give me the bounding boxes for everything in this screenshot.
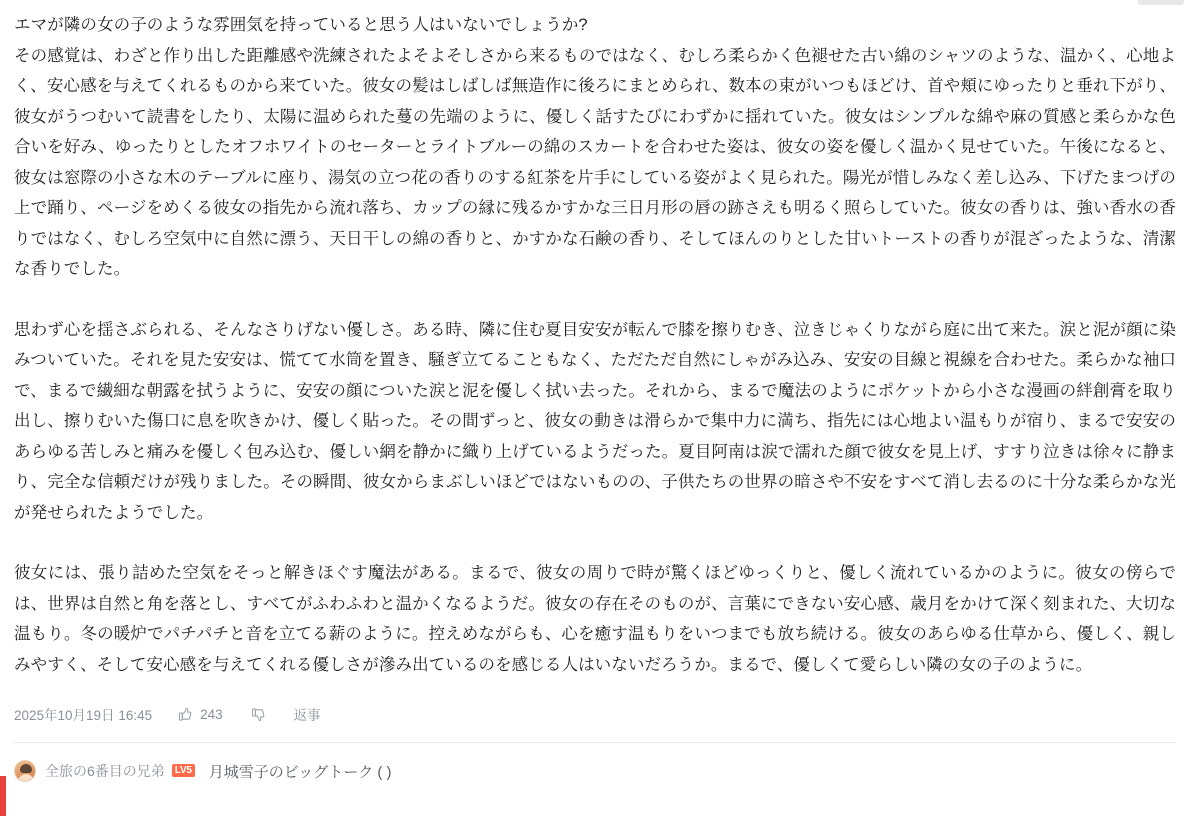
post-meta-row <box>14 702 1176 726</box>
article-paragraph-2: その感覚は、わざと作り出した距離感や洗練されたよそよそしさから来るものではなく、むしろ柔らかく色褪せた古い綿のシャツのような、温かく、心地よく、安心感を与えてくれるものから来ていた。彼女の髪はしばしば無造作に後ろにまとめられ、数本の束がいつもほどけ、首や頬にゆったりと垂れ下がり、彼女がうつむいて読書をしたり、太陽に温められた蔓の先端のように、優しく話すたびにわずかに揺れていた。彼女はシンプルな綿や麻の質感と柔らかな色合いを好み、ゆったりとしたオフホワイトのセーターとライトブルーの綿のスカートを合わせた姿は、彼女の姿を優しく温かく見せていた。午後になると、彼女は窓際の小さな木のテーブルに座り、湯気の立つ花の香りのする紅茶を片手にしている姿がよく見られた。陽光が惜しみなく差し込み、下げたまつげの上で踊り、ページをめくる彼女の指先から流れ落ち、カップの縁に残るかすかな三日月形の唇の跡さえも明るく照らしていた。彼女の香りは、強い香水の香りではなく、むしろ空気中に自然に漂う、天日干しの綿の香りと、かすかな石鹸の香り、そしてほんのりとした甘いトーストの香りが混ざったような、清潔な香りでした。 <box>14 46 1176 278</box>
article-paragraph-4: 彼女には、張り詰めた空気をそっと解きほぐす魔法がある。まるで、彼女の周りで時が驚くほどゆっくりと、優しく流れているかのように。彼女の傍らでは、世界は自然と角を落とし、すべてがふわふわと温かくなるようだ。彼女の存在そのものが、言葉にできない安心感、歳月をかけて深く刻まれた、大切な温もり。冬の暖炉でパチパチと音を立てる薪のように。控えめながらも、心を癒す温もりをいつまでも放ち続ける。彼女のあらゆる仕草から、優しく、親しみやすく、そして安心感を与えてくれる優しさが滲み出ているのを感じる人はいないだろうか。まるで、優しくて愛らしい隣の女の子のように。 <box>14 564 1176 674</box>
like-button[interactable] <box>178 707 223 722</box>
thumbs-down-icon <box>251 707 266 722</box>
channel-title[interactable]: 月城雪子のビッグトーク ( ) <box>208 763 392 781</box>
reply-button[interactable] <box>294 704 321 724</box>
avatar[interactable] <box>14 760 36 782</box>
article-body <box>14 10 1176 680</box>
post-timestamp: 2025年10月19日 16:45 <box>14 708 153 723</box>
level-badge: LV5 <box>172 764 195 777</box>
article-paragraph-3: 思わず心を揺さぶられる、そんなさりげない優しさ。ある時、隣に住む夏目安安が転んで膝を擦りむき、泣きじゃくりながら庭に出て来た。涙と泥が顔に染みついていた。それを見た安安は、慌てて水筒を置き、騒ぎ立てることもなく、ただただ自然にしゃがみ込み、安安の目線と視線を合わせた。柔らかな袖口で、まるで繊細な朝露を拭うように、安安の顔についた涙と泥を優しく拭い去った。それから、まるで魔法のようにポケットから小さな漫画の絆創膏を取り出し、擦りむいた傷口に息を吹きかけ、優しく貼った。その間ずっと、彼女の動きは滑らかで集中力に満ち、指先には心地よい温もりが宿り、まるで安安のあらゆる苦しみと痛みを優しく包み込む、優しい網を静かに織り上げているようだった。夏目阿南は涙で濡れた顔で彼女を見上げ、すすり泣きは徐々に静まり、完全な信頼だけが残りました。その瞬間、彼女からまぶしいほどではないものの、子供たちの世界の暗さや不安をすべて消し去るのに十分な柔らかな光が発せられたようでした。 <box>14 320 1176 522</box>
footer-divider <box>14 742 1176 743</box>
article-paragraph-1: エマが隣の女の子のような雰囲気を持っていると思う人はいないでしょうか? <box>14 16 588 34</box>
author-name[interactable]: 全旅の6番目の兄弟 <box>45 763 165 779</box>
reply-label: 返事 <box>293 708 321 723</box>
window-edge-mark <box>1138 0 1184 5</box>
author-footer <box>14 757 1176 785</box>
left-accent-bar <box>0 776 6 816</box>
like-count: 243 <box>200 706 223 722</box>
thumbs-up-icon <box>178 707 193 722</box>
dislike-button[interactable] <box>251 707 266 722</box>
